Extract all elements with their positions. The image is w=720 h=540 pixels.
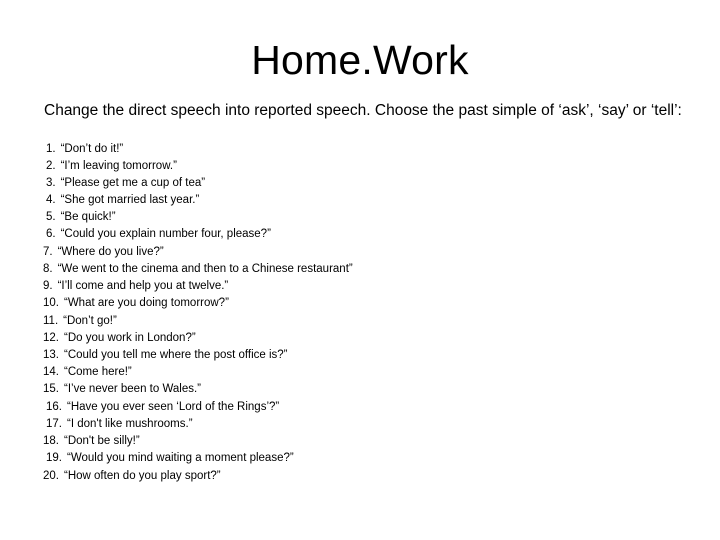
item-text: “Come here!”	[64, 366, 132, 378]
item-number: 18.	[43, 435, 59, 447]
item-text: “We went to the cinema and then to a Chinese restaurant”	[57, 263, 353, 275]
item-text: “Don't be silly!”	[64, 435, 140, 447]
item-number: 5.	[46, 211, 56, 223]
item-text: “Would you mind waiting a moment please?”	[67, 452, 294, 464]
item-number: 20.	[43, 470, 59, 482]
item-number: 16.	[46, 401, 62, 413]
item-text: “Don’t go!”	[63, 315, 117, 327]
list-item	[46, 159, 177, 173]
item-text: “Don’t do it!”	[60, 143, 124, 155]
list-item	[43, 245, 164, 259]
item-number: 10.	[43, 297, 59, 309]
list-item	[46, 142, 123, 156]
page-title: Home.Work	[251, 37, 469, 83]
item-text: “I’m leaving tomorrow.”	[60, 160, 177, 172]
list-item	[43, 382, 201, 396]
item-text: “Please get me a cup of tea”	[60, 177, 206, 189]
list-item	[46, 400, 279, 414]
list-item	[43, 348, 288, 362]
item-text: “I don't like mushrooms.”	[67, 418, 193, 430]
item-number: 2.	[46, 160, 56, 172]
item-number: 12.	[43, 332, 59, 344]
item-number: 4.	[46, 194, 56, 206]
item-number: 14.	[43, 366, 59, 378]
item-text: “Do you work in London?”	[64, 332, 196, 344]
item-number: 19.	[46, 452, 62, 464]
list-item	[46, 193, 199, 207]
list-item	[43, 434, 140, 448]
item-text: “What are you doing tomorrow?”	[64, 297, 229, 309]
item-text: “Be quick!”	[60, 211, 116, 223]
item-text: “Have you ever seen ‘Lord of the Rings’?”	[67, 401, 280, 413]
item-text: “She got married last year.”	[60, 194, 200, 206]
list-item	[43, 365, 132, 379]
item-number: 1.	[46, 143, 56, 155]
item-number: 7.	[43, 246, 53, 258]
item-number: 8.	[43, 263, 53, 275]
item-number: 6.	[46, 228, 56, 240]
item-number: 15.	[43, 383, 59, 395]
item-number: 13.	[43, 349, 59, 361]
list-item	[46, 417, 193, 431]
instruction-text: Change the direct speech into reported speech. Choose the past simple of ‘ask’, ‘say’ or ‘tell’:	[44, 102, 682, 119]
list-item	[43, 279, 228, 293]
item-number: 3.	[46, 177, 56, 189]
list-item	[46, 176, 205, 190]
item-number: 17.	[46, 418, 62, 430]
list-item	[46, 227, 271, 241]
list-item	[46, 451, 294, 465]
item-text: “I’ve never been to Wales.”	[64, 383, 201, 395]
list-item	[43, 469, 221, 483]
item-text: “Where do you live?”	[57, 246, 164, 258]
list-item	[46, 210, 116, 224]
item-number: 9.	[43, 280, 53, 292]
item-text: “Could you tell me where the post office is?”	[64, 349, 288, 361]
list-item	[43, 296, 229, 310]
item-text: “Could you explain number four, please?”	[60, 228, 271, 240]
item-text: “How often do you play sport?”	[64, 470, 221, 482]
list-item	[43, 314, 117, 328]
list-item	[43, 262, 353, 276]
item-number: 11.	[43, 315, 59, 327]
item-text: “I’ll come and help you at twelve.”	[57, 280, 229, 292]
list-item	[43, 331, 196, 345]
